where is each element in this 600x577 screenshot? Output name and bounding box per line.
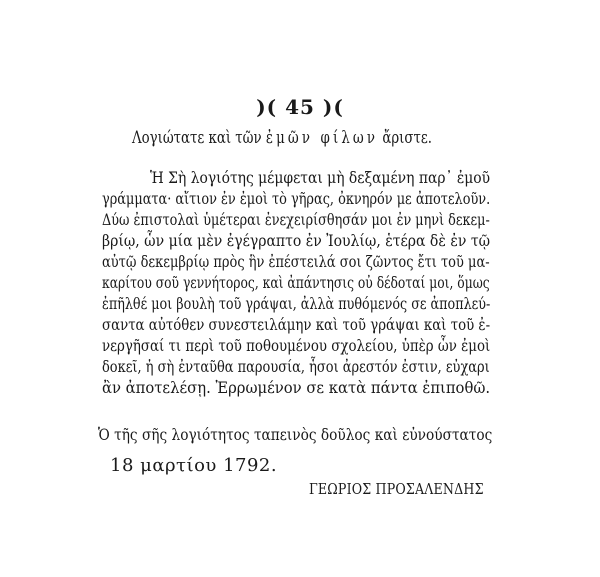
letter-line: αὐτῷ δεκεμβρίῳ πρὸς ἣν ἐπέστειλά σοι ζῶντος ἔτι τοῦ μα- xyxy=(102,252,490,271)
closing-formula: Ὁ τῆς σῆς λογιότητος ταπεινὸς δοῦλος καὶ εὐνούστατος xyxy=(98,425,493,444)
letter-line: Δύω ἐπιστολαὶ ὑμέτεραι ἐνεχειρίσθησάν μοι ἐν μηνὶ δεκεμ- xyxy=(102,210,490,229)
salutation-start: Λογιώτατε καὶ τῶν xyxy=(132,128,262,148)
letter-line: ἐπῆλθέ μοι βουλὴ τοῦ γράψαι, ἀλλὰ πυθόμενός σε ἀποπλεύ- xyxy=(102,294,491,313)
letter-line: βρίῳ, ὧν μία μὲν ἐγέγραπτο ἐν Ἰουλίῳ, ἑτέρα δὲ ἐν τῷ xyxy=(102,231,491,250)
salutation-spaced: ἐμῶν φίλων xyxy=(265,128,379,148)
salutation xyxy=(132,128,432,148)
signature: ΓΕΩΡΙΟΣ ΠΡΟΣΑΛΕΝΔΗΣ xyxy=(309,480,484,498)
letter-line: δοκεῖ, ἡ σὴ ἐνταῦθα παρουσία, ἧσοι ἀρεστόν ἐστιν, εὐχαρι xyxy=(102,357,490,376)
salutation-end: ἄριστε. xyxy=(382,128,432,148)
letter-line: νεργῆσαί τι περὶ τοῦ ποθουμένου σχολείου, ὑπὲρ ὧν ἐμοὶ xyxy=(102,336,491,355)
letter-line: σαντα αὐτόθεν συνεστειλάμην καὶ τοῦ γράψαι καὶ τοῦ ἐ- xyxy=(102,315,491,334)
letter-line: ἂν ἀποτελέσῃ. Ἐρρωμένον σε κατὰ πάντα ἐπιποθῶ. xyxy=(102,378,491,397)
letter-date: 18 μαρτίου 1792. xyxy=(110,455,278,476)
letter-line: Ἡ Σὴ λογιότης μέμφεται μὴ δεξαμένη παρ᾽ ἐμοῦ xyxy=(150,168,491,187)
letter-line: γράμματα· αἴτιον ἐν ἐμοὶ τὸ γῆρας, ὀκνηρόν με ἀποτελοῦν. xyxy=(102,189,491,208)
letter-line: καρίτου σοῦ γεννήτορος, καὶ ἀπάντησις οὐ δέδοταί μοι, ὅμως xyxy=(102,273,490,292)
page-number: )( 45 )( xyxy=(256,95,344,119)
